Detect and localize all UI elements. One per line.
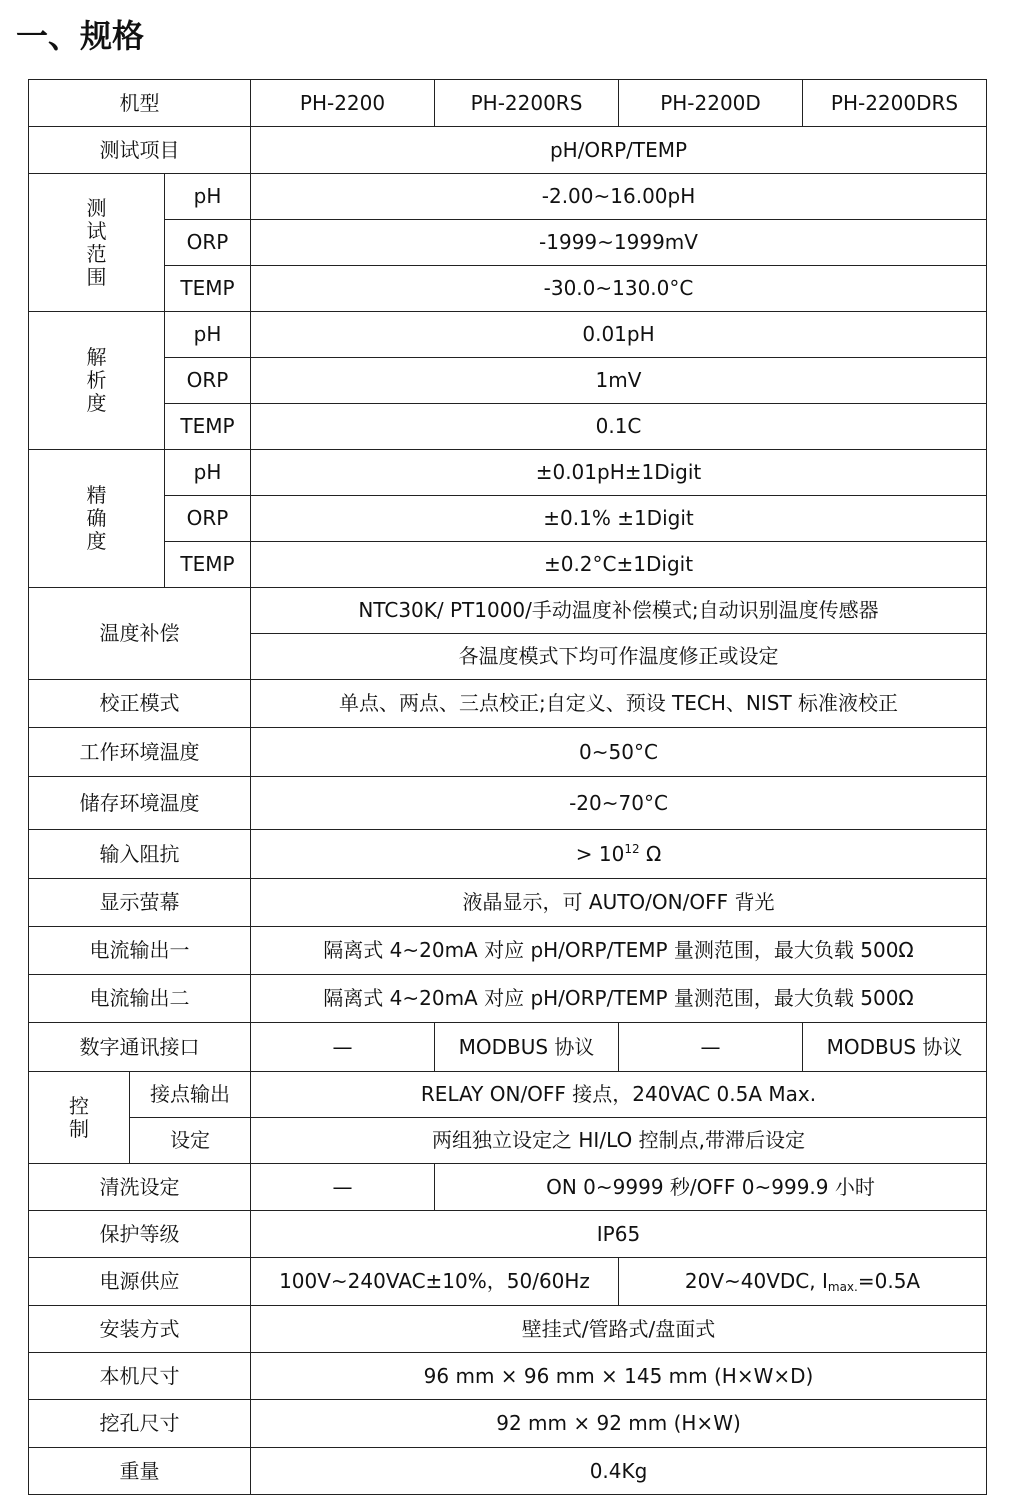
row-current-out2 — [29, 975, 987, 1023]
current-out1-value: 隔离式 4~20mA 对应 pH/ORP/TEMP 量测范围，最大负载 500Ω — [251, 927, 987, 975]
model-ph-2200rs: PH-2200RS — [435, 80, 619, 127]
section-title: 一、规格 — [16, 17, 145, 55]
row-cleaning — [29, 1164, 987, 1211]
work-temp-label: 工作环境温度 — [29, 728, 251, 777]
control-contact-label: 接点输出 — [130, 1072, 251, 1118]
test-items-label: 测试项目 — [29, 127, 251, 174]
row-resolution-temp — [29, 404, 987, 450]
row-temp-comp-1 — [29, 588, 987, 634]
resolution-orp-label: ORP — [165, 358, 251, 404]
comm-ph-2200: — — [251, 1023, 435, 1072]
protection-label: 保护等级 — [29, 1211, 251, 1258]
impedance-label: 输入阻抗 — [29, 830, 251, 879]
row-protection — [29, 1211, 987, 1258]
accuracy-temp-value: ±0.2°C±1Digit — [251, 542, 987, 588]
display-value: 液晶显示，可 AUTO/ON/OFF 背光 — [251, 879, 987, 927]
control-label: 控 制 — [29, 1072, 130, 1164]
cleaning-label: 清洗设定 — [29, 1164, 251, 1211]
model-ph-2200d: PH-2200D — [619, 80, 803, 127]
display-label: 显示萤幕 — [29, 879, 251, 927]
row-current-out1 — [29, 927, 987, 975]
control-contact-value: RELAY ON/OFF 接点，240VAC 0.5A Max. — [251, 1072, 987, 1118]
temp-comp-label: 温度补偿 — [29, 588, 251, 680]
spec-table — [28, 79, 987, 1495]
install-value: 壁挂式/管路式/盘面式 — [251, 1306, 987, 1353]
row-resolution-ph — [29, 312, 987, 358]
row-resolution-orp — [29, 358, 987, 404]
comm-ph-2200drs: MODBUS 协议 — [803, 1023, 987, 1072]
comm-ph-2200rs: MODBUS 协议 — [435, 1023, 619, 1072]
size-label: 本机尺寸 — [29, 1353, 251, 1400]
accuracy-label: 精 确 度 — [29, 450, 165, 588]
calibration-label: 校正模式 — [29, 680, 251, 728]
power-label: 电源供应 — [29, 1258, 251, 1306]
accuracy-orp-value: ±0.1% ±1Digit — [251, 496, 987, 542]
model-label: 机型 — [29, 80, 251, 127]
accuracy-ph-label: pH — [165, 450, 251, 496]
current-out2-value: 隔离式 4~20mA 对应 pH/ORP/TEMP 量测范围，最大负载 500Ω — [251, 975, 987, 1023]
power-ac-value: 100V~240VAC±10%，50/60Hz — [251, 1258, 619, 1306]
work-temp-value: 0~50°C — [251, 728, 987, 777]
accuracy-temp-label: TEMP — [165, 542, 251, 588]
resolution-temp-label: TEMP — [165, 404, 251, 450]
row-range-orp — [29, 220, 987, 266]
row-cutout — [29, 1400, 987, 1448]
impedance-value: > $10^{12}$ Ω — [251, 830, 987, 879]
weight-label: 重量 — [29, 1448, 251, 1495]
current-out1-label: 电流输出一 — [29, 927, 251, 975]
accuracy-orp-label: ORP — [165, 496, 251, 542]
range-orp-label: ORP — [165, 220, 251, 266]
cutout-label: 挖孔尺寸 — [29, 1400, 251, 1448]
install-label: 安装方式 — [29, 1306, 251, 1353]
calibration-value: 单点、两点、三点校正;自定义、预设 TECH、NIST 标准液校正 — [251, 680, 987, 728]
comm-ph-2200d: — — [619, 1023, 803, 1072]
power-dc-value: 20V~40VDC, $I_{max.}=0.5A$ — [619, 1258, 987, 1306]
cleaning-ph-2200: — — [251, 1164, 435, 1211]
resolution-ph-label: pH — [165, 312, 251, 358]
row-impedance — [29, 830, 987, 879]
row-comm — [29, 1023, 987, 1072]
row-size — [29, 1353, 987, 1400]
range-temp-value: -30.0~130.0°C — [251, 266, 987, 312]
row-accuracy-temp — [29, 542, 987, 588]
row-work-temp — [29, 728, 987, 777]
comm-label: 数字通讯接口 — [29, 1023, 251, 1072]
row-test-items — [29, 127, 987, 174]
size-value: 96 mm × 96 mm × 145 mm (H×W×D) — [251, 1353, 987, 1400]
resolution-ph-value: 0.01pH — [251, 312, 987, 358]
accuracy-ph-value: ±0.01pH±1Digit — [251, 450, 987, 496]
control-setting-label: 设定 — [130, 1118, 251, 1164]
row-accuracy-ph — [29, 450, 987, 496]
storage-temp-label: 储存环境温度 — [29, 777, 251, 830]
resolution-label: 解 析 度 — [29, 312, 165, 450]
row-calibration — [29, 680, 987, 728]
row-display — [29, 879, 987, 927]
row-storage-temp — [29, 777, 987, 830]
protection-value: IP65 — [251, 1211, 987, 1258]
model-ph-2200drs: PH-2200DRS — [803, 80, 987, 127]
row-accuracy-orp — [29, 496, 987, 542]
current-out2-label: 电流输出二 — [29, 975, 251, 1023]
row-weight — [29, 1448, 987, 1495]
row-model — [29, 80, 987, 127]
row-range-temp — [29, 266, 987, 312]
row-control-contact — [29, 1072, 987, 1118]
temp-comp-line2: 各温度模式下均可作温度修正或设定 — [251, 634, 987, 680]
test-items-value: pH/ORP/TEMP — [251, 127, 987, 174]
storage-temp-value: -20~70°C — [251, 777, 987, 830]
range-ph-value: -2.00~16.00pH — [251, 174, 987, 220]
control-setting-value: 两组独立设定之 HI/LO 控制点,带滞后设定 — [251, 1118, 987, 1164]
resolution-temp-value: 0.1C — [251, 404, 987, 450]
range-temp-label: TEMP — [165, 266, 251, 312]
resolution-orp-value: 1mV — [251, 358, 987, 404]
row-power — [29, 1258, 987, 1306]
row-install — [29, 1306, 987, 1353]
model-ph-2200: PH-2200 — [251, 80, 435, 127]
cleaning-value: ON 0~9999 秒/OFF 0~999.9 小时 — [435, 1164, 987, 1211]
range-ph-label: pH — [165, 174, 251, 220]
range-label: 测 试 范 围 — [29, 174, 165, 312]
row-range-ph — [29, 174, 987, 220]
weight-value: 0.4Kg — [251, 1448, 987, 1495]
cutout-value: 92 mm × 92 mm (H×W) — [251, 1400, 987, 1448]
row-control-setting — [29, 1118, 987, 1164]
range-orp-value: -1999~1999mV — [251, 220, 987, 266]
temp-comp-line1: NTC30K/ PT1000/手动温度补偿模式;自动识别温度传感器 — [251, 588, 987, 634]
